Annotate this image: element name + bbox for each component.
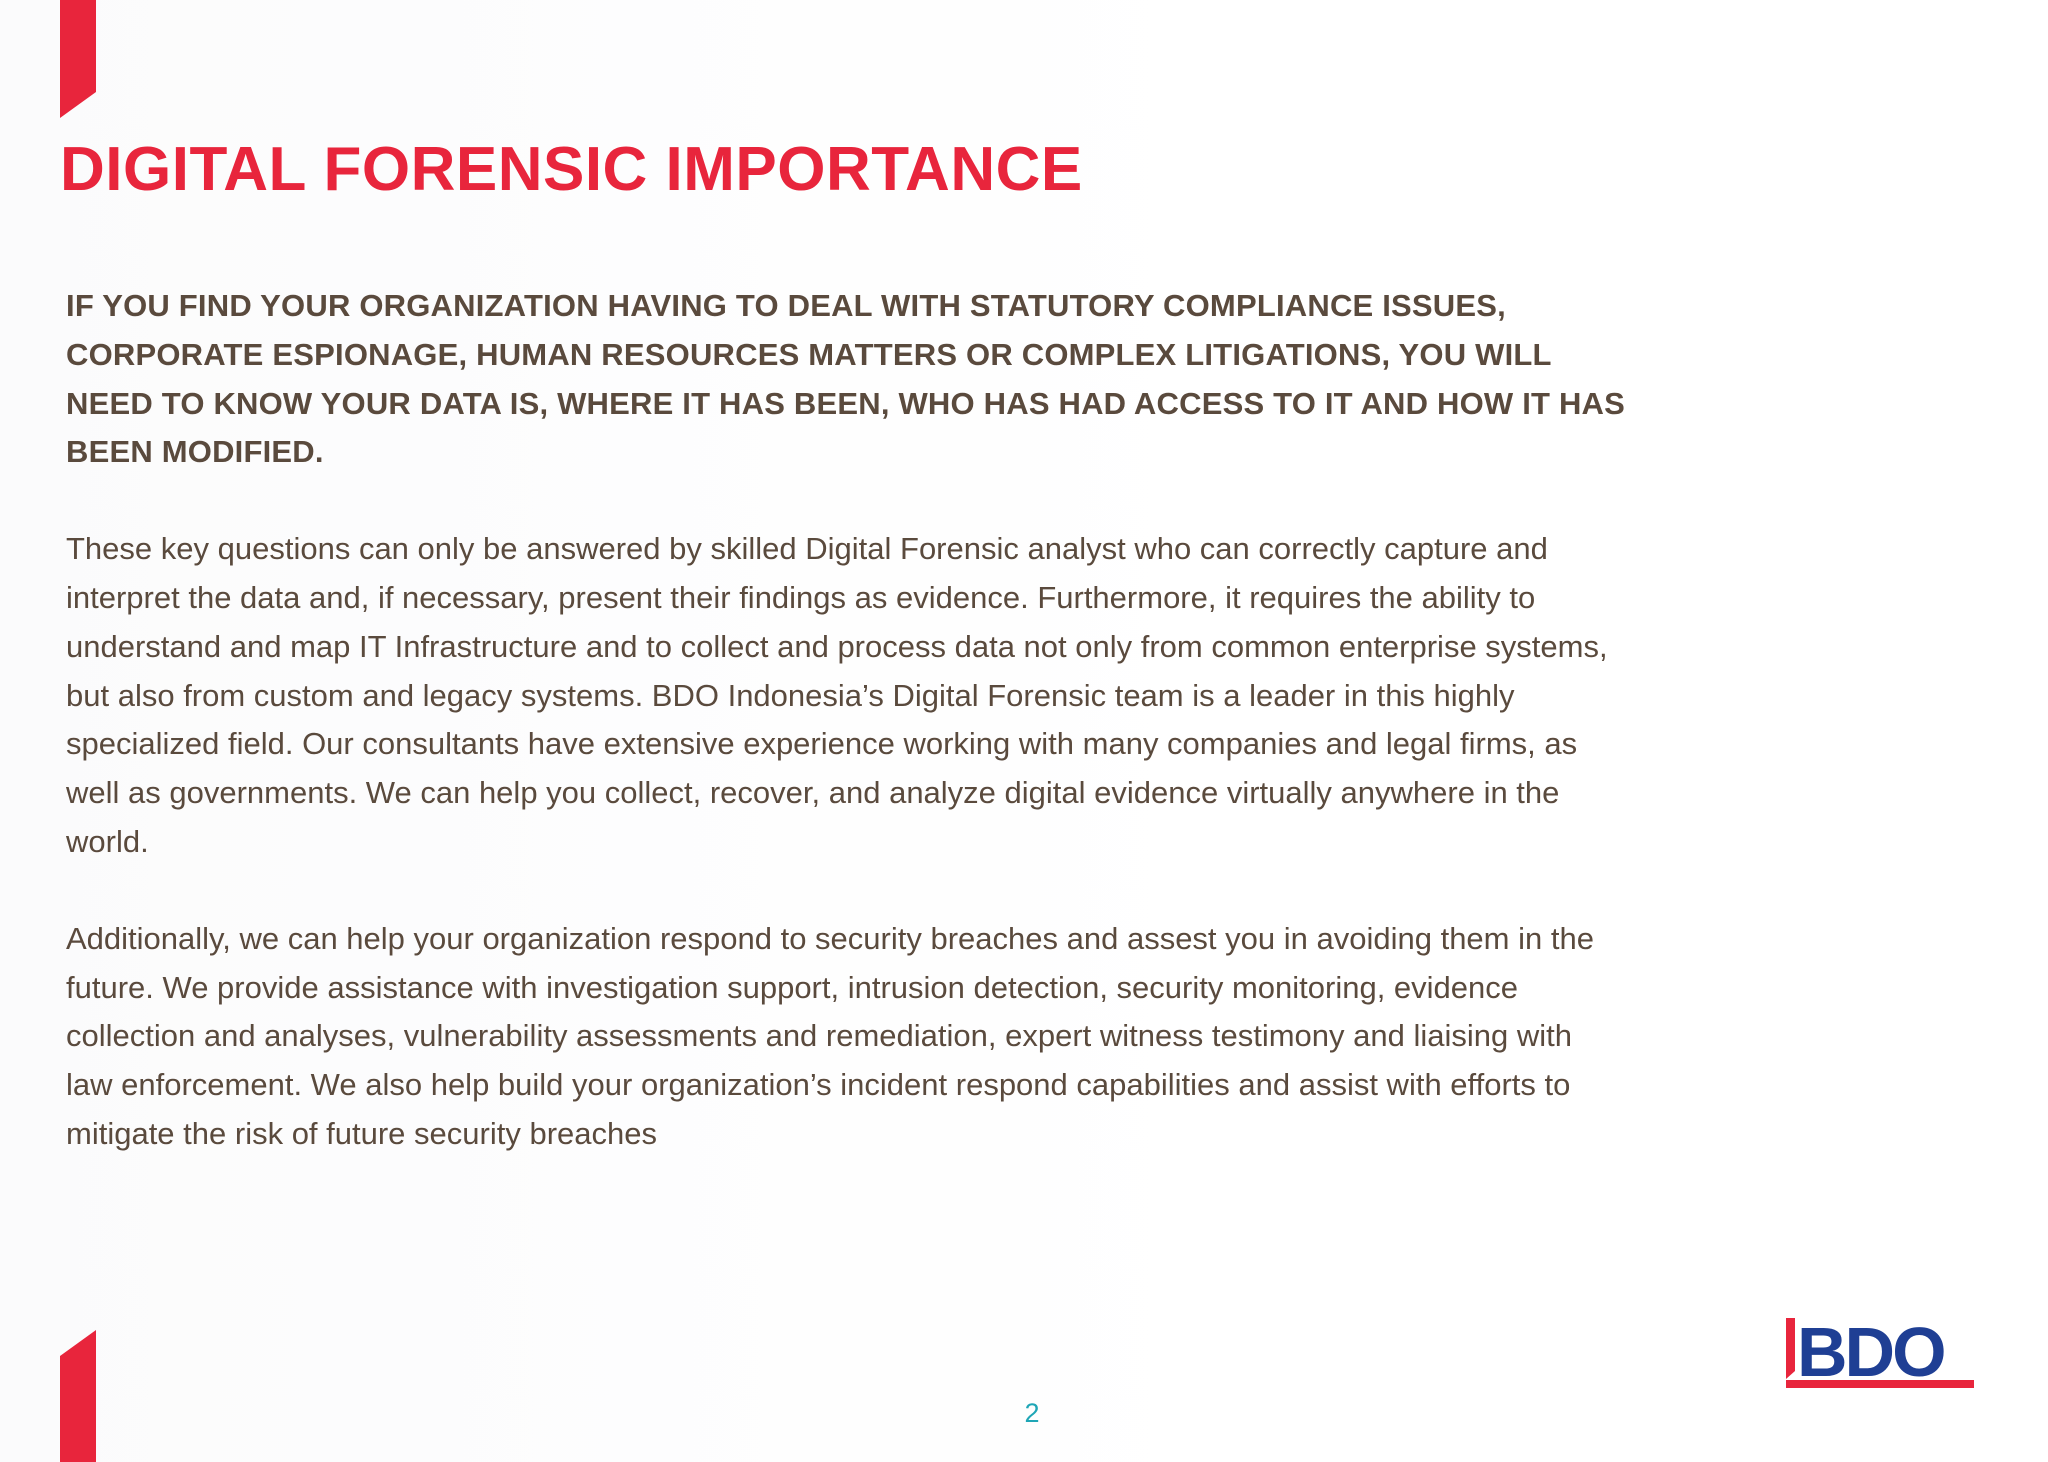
content-body <box>66 282 1626 1159</box>
body-paragraph-2: Additionally, we can help your organization respond to security breaches and assest you in avoiding them in the future. We provide assistance with investigation support, intrusion detection, security monitoring, evidence collection and analyses, vulnerability assessments and remediation, expert witness testimony and liaising with law enforcement. We also help build your organization’s incident respond capabilities and assist with efforts to mitigate the risk of future security breaches <box>66 920 1594 1151</box>
page-number: 2 <box>1024 1398 1040 1428</box>
page-title: DIGITAL FORENSIC IMPORTANCE <box>60 135 1083 204</box>
top-accent-shape <box>60 0 96 118</box>
lead-paragraph: IF YOU FIND YOUR ORGANIZATION HAVING TO DEAL WITH STATUTORY COMPLIANCE ISSUES, CORPORATE ESPIONAGE, HUMAN RESOURCES MATTERS OR COMPLEX LITIGATIONS, YOU WILL NEED TO KNOW YOUR DATA IS, WHERE IT HAS BEEN, WHO HAS HAD ACCESS TO IT AND HOW IT HAS BEEN MODIFIED. <box>66 288 1626 470</box>
logo-text: BDO <box>1797 1316 1944 1390</box>
bottom-accent-shape <box>60 1330 96 1462</box>
bdo-logo <box>1786 1316 1974 1390</box>
body-paragraph-1: These key questions can only be answered by skilled Digital Forensic analyst who can correctly capture and interpret the data and, if necessary, present their findings as evidence. Furthermore, it requires the ability to understand and map IT Infrastructure and to collect and process data not only from common enterprise systems, but also from custom and legacy systems. BDO Indonesia’s Digital Forensic team is a leader in this highly specialized field. Our consultants have extensive experience working with many companies and legal firms, as well as governments. We can help you collect, recover, and analyze digital evidence virtually anywhere in the world. <box>66 531 1608 859</box>
